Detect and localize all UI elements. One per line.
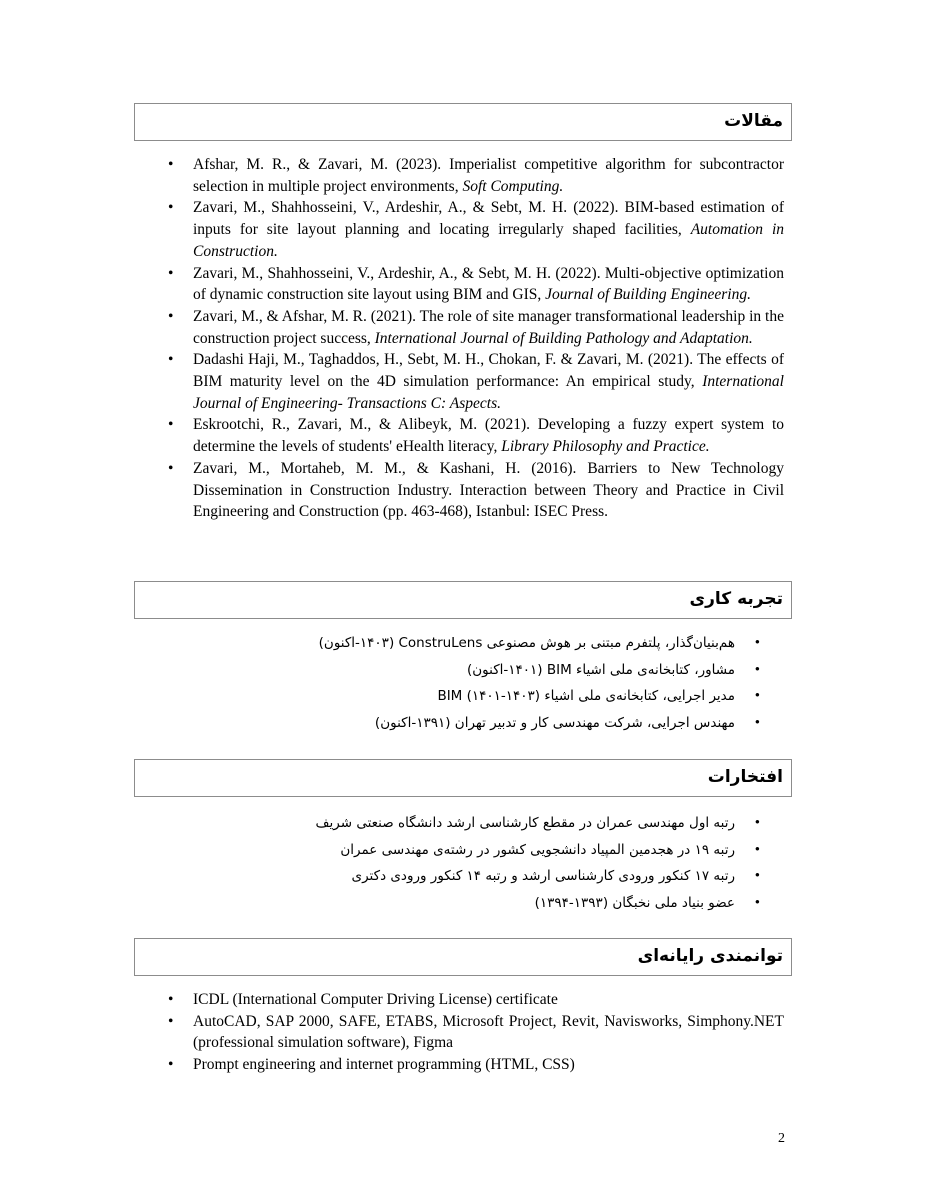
bullet-icon: • <box>754 868 760 884</box>
articles-header <box>134 103 792 141</box>
experience-text: هم‌بنیان‌گذار، پلتفرم مبتنی بر هوش مصنوعی ConstruLens (۱۴۰۳-اکنون) <box>318 635 735 651</box>
experience-title: تجربه کاری <box>689 589 783 609</box>
bullet-icon: • <box>168 264 174 282</box>
article-text: Zavari, M., Shahhosseini, V., Ardeshir, A., & Sebt, M. H. (2022). BIM-based estimation of inputs for site layout planning and locating irregularly shaped facilities, <box>193 199 784 239</box>
bullet-icon: • <box>754 661 760 678</box>
article-venue: Library Philosophy and Practice. <box>501 438 710 456</box>
honor-item <box>200 837 765 864</box>
experience-text: مدیر اجرایی، کتابخانه‌ی ملی اشیاء BIM (۱۴۰۱-۱۴۰۳) <box>437 688 735 704</box>
bullet-icon: • <box>754 841 760 858</box>
article-item <box>168 263 784 306</box>
article-text: Dadashi Haji, M., Taghaddos, H., Sebt, M. H., Chokan, F. & Zavari, M. (2021). The effects of BIM maturity level on the 4D simulation performance: An empirical study, <box>193 351 784 391</box>
honor-text: عضو بنیاد ملی نخبگان (۱۳۹۳-۱۳۹۴) <box>534 894 735 911</box>
skill-text: AutoCAD, SAP 2000, SAFE, ETABS, Microsoft Project, Revit, Navisworks, Simphony.NET (professional simulation software), Figma <box>193 1012 784 1052</box>
bullet-icon: • <box>168 1056 174 1074</box>
bullet-icon: • <box>168 1012 174 1030</box>
bullet-icon: • <box>168 416 174 434</box>
article-text: Zavari, M., Mortaheb, M. M., & Kashani, H. (2016). Barriers to New Technology Dissemination in Construction Industry. Interaction between Theory and Practice in Civil Engineering and Construction (pp. 463-468), Istanbul: ISEC Press. <box>193 459 784 521</box>
honor-text: رتبه اول مهندسی عمران در مقطع کارشناسی ارشد دانشگاه صنعتی شریف <box>315 815 735 831</box>
bullet-icon: • <box>168 199 174 217</box>
article-item <box>168 154 784 197</box>
article-text: Eskrootchi, R., Zavari, M., & Alibeyk, M. (2021). Developing a fuzzy expert system to determine the levels of students' eHealth literacy, <box>193 416 784 456</box>
experience-item <box>200 710 765 737</box>
article-item <box>168 458 784 523</box>
article-item <box>168 414 784 457</box>
bullet-icon: • <box>168 156 174 173</box>
bullet-icon: • <box>754 714 760 731</box>
article-venue: International Journal of Building Pathology and Adaptation. <box>374 329 753 347</box>
experience-item <box>200 657 765 684</box>
honors-header <box>134 759 792 797</box>
bullet-icon: • <box>168 307 174 325</box>
skill-item <box>168 1054 784 1076</box>
experience-item <box>200 630 765 657</box>
experience-list <box>200 630 765 736</box>
experience-item <box>200 683 765 710</box>
article-item <box>168 349 784 414</box>
skill-item <box>168 989 784 1011</box>
experience-text: مهندس اجرایی، شرکت مهندسی کار و تدبیر تهران (۱۳۹۱-اکنون) <box>374 714 735 731</box>
honor-item <box>200 863 765 890</box>
computer-skills-header <box>134 938 792 976</box>
bullet-icon: • <box>168 459 174 477</box>
honors-list <box>200 810 765 916</box>
bullet-icon: • <box>754 635 760 651</box>
article-venue: Journal of Building Engineering. <box>545 286 751 304</box>
article-venue: Automation in Construction. <box>193 221 784 260</box>
article-text: Zavari, M., Shahhosseini, V., Ardeshir, A., & Sebt, M. H. (2022). Multi-objective optimization of dynamic construction site layout using BIM and GIS, <box>193 264 784 304</box>
article-venue: International Journal of Engineering- Transactions C: Aspects. <box>193 373 784 412</box>
bullet-icon: • <box>168 351 174 369</box>
page-number: 2 <box>778 1131 785 1146</box>
bullet-icon: • <box>168 991 174 1008</box>
bullet-icon: • <box>754 894 760 911</box>
articles-list <box>168 154 784 523</box>
experience-header <box>134 581 792 619</box>
article-item <box>168 197 784 262</box>
article-text: Afshar, M. R., & Zavari, M. (2023). Imperialist competitive algorithm for subcontractor selection in multiple project environments, <box>193 156 784 195</box>
computer-skills-list <box>168 989 784 1076</box>
skill-text: Prompt engineering and internet programming (HTML, CSS) <box>193 1056 575 1074</box>
honor-item <box>200 810 765 837</box>
article-text: Zavari, M., & Afshar, M. R. (2021). The role of site manager transformational leadership in the construction project success, <box>193 307 784 347</box>
article-venue: Soft Computing. <box>462 177 564 195</box>
experience-text: مشاور، کتابخانه‌ی ملی اشیاء BIM (۱۴۰۱-اکنون) <box>466 661 735 678</box>
article-item <box>168 306 784 349</box>
honor-text: رتبه ۱۹ در هجدمین المپیاد دانشجویی کشور در رشته‌ی مهندسی عمران <box>340 841 735 858</box>
honors-title: افتخارات <box>707 767 783 787</box>
honor-item <box>200 890 765 917</box>
skill-item <box>168 1011 784 1054</box>
bullet-icon: • <box>754 815 760 831</box>
bullet-icon: • <box>754 688 760 704</box>
honor-text: رتبه ۱۷ کنکور ورودی کارشناسی ارشد و رتبه ۱۴ کنکور ورودی دکتری <box>351 868 735 884</box>
computer-skills-title: توانمندی رایانه‌ای <box>637 946 783 966</box>
articles-title: مقالات <box>724 111 783 131</box>
skill-text: ICDL (International Computer Driving License) certificate <box>193 991 558 1008</box>
